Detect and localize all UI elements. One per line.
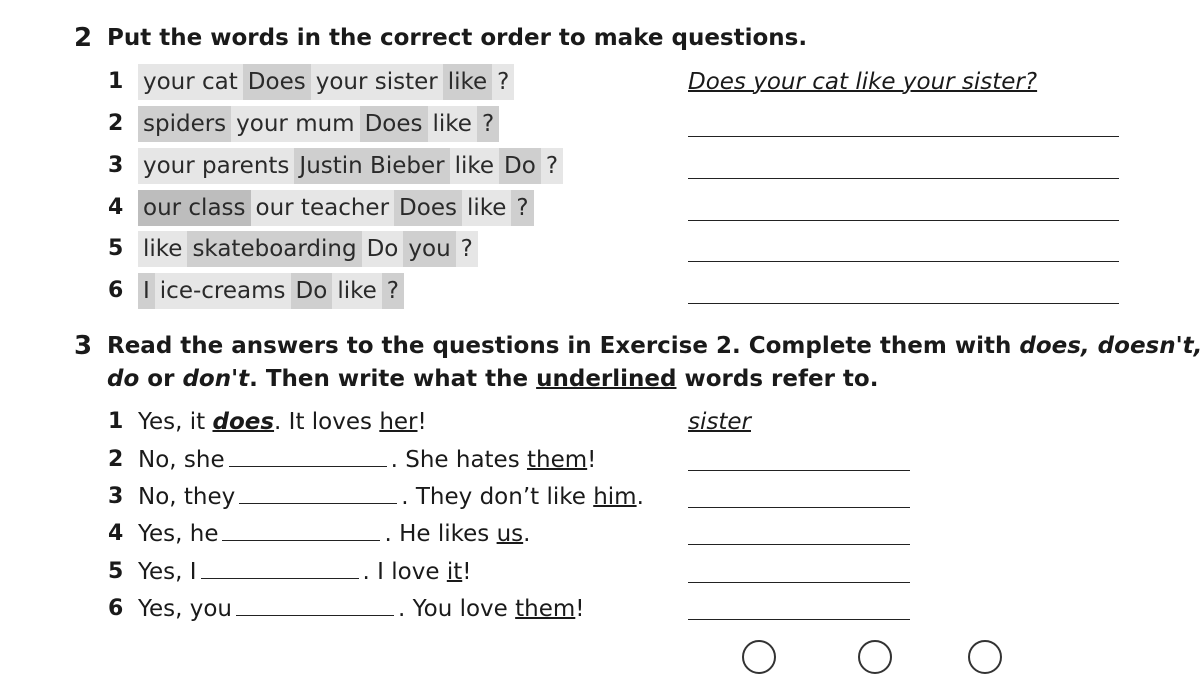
sentence-end: ! <box>575 596 585 622</box>
example-reference: sister <box>688 409 751 435</box>
question-row <box>0 271 1177 311</box>
word-chip[interactable]: Do <box>362 231 404 267</box>
word-chip[interactable]: you <box>403 231 455 267</box>
question-row <box>0 146 1177 186</box>
circle-icon <box>968 640 1002 674</box>
sentence-middle: . It loves <box>274 409 380 435</box>
answer-line[interactable] <box>688 178 1119 179</box>
word-chip[interactable]: Does <box>360 106 428 142</box>
instruction-text: or <box>139 366 183 392</box>
word-chip[interactable]: like <box>428 106 477 142</box>
word-chip[interactable]: Justin Bieber <box>294 148 449 184</box>
item-number: 1 <box>108 409 124 434</box>
instruction-text: Read the answers to the questions in Exercise 2. Complete them with <box>107 333 1020 359</box>
word-chip[interactable]: ? <box>382 273 404 309</box>
answer-sentence <box>138 442 596 478</box>
word-chip[interactable]: skateboarding <box>187 231 361 267</box>
item-number: 3 <box>108 484 124 509</box>
circle-icon <box>858 640 892 674</box>
word-chips <box>138 64 514 100</box>
sentence-middle: . He likes <box>384 521 497 547</box>
sentence-middle: . You love <box>398 596 516 622</box>
underlined-word: them <box>527 447 588 473</box>
sentence-start: Yes, you <box>138 596 233 622</box>
exercise-number: 3 <box>74 331 93 361</box>
circle-icon <box>742 640 776 674</box>
sentence-end: . <box>636 484 644 510</box>
item-number: 6 <box>108 596 124 621</box>
sentence-middle: . She hates <box>390 447 528 473</box>
word-chip[interactable]: our class <box>138 190 251 226</box>
instruction-underlined-word: underlined <box>536 366 677 392</box>
exercise-instruction <box>107 330 1202 396</box>
item-number: 3 <box>108 153 124 178</box>
sentence-start: No, they <box>138 484 236 510</box>
answer-line[interactable] <box>688 261 1119 262</box>
fill-in-blank[interactable] <box>236 615 394 616</box>
sentence-end: ! <box>417 409 427 435</box>
word-chips <box>138 231 478 267</box>
item-number: 1 <box>108 69 124 94</box>
answer-line[interactable] <box>688 136 1119 137</box>
word-chip[interactable]: our teacher <box>251 190 395 226</box>
word-chips <box>138 148 563 184</box>
answer-line[interactable] <box>688 220 1119 221</box>
item-number: 5 <box>108 236 124 261</box>
sentence-end: . <box>523 521 531 547</box>
instruction-keywords: does, doesn't, <box>1019 333 1202 359</box>
underlined-word: him <box>593 484 637 510</box>
sentence-start: Yes, he <box>138 521 219 547</box>
word-chip[interactable]: Do <box>499 148 541 184</box>
underlined-word: us <box>496 521 524 547</box>
word-chip[interactable]: like <box>450 148 499 184</box>
sentence-start: No, she <box>138 447 225 473</box>
item-number: 2 <box>108 447 124 472</box>
answer-row <box>0 516 1177 552</box>
item-number: 5 <box>108 559 124 584</box>
sentence-middle: . I love <box>362 559 447 585</box>
underlined-word: her <box>379 409 418 435</box>
word-chip[interactable]: like <box>462 190 511 226</box>
answer-row <box>0 554 1177 590</box>
word-chips <box>138 273 404 309</box>
question-row <box>0 229 1177 269</box>
answer-sentence <box>138 516 530 552</box>
word-chip[interactable]: ? <box>477 106 499 142</box>
word-chip[interactable]: your mum <box>231 106 359 142</box>
underlined-word: it <box>446 559 463 585</box>
bottom-decoration <box>0 640 1177 649</box>
word-chip[interactable]: your sister <box>311 64 443 100</box>
answer-sentence <box>138 479 644 515</box>
word-chip[interactable]: your cat <box>138 64 243 100</box>
word-chip[interactable]: ? <box>541 148 563 184</box>
fill-in-blank[interactable] <box>239 503 397 504</box>
answer-sentence <box>138 554 471 590</box>
question-row <box>0 188 1177 228</box>
word-chip[interactable]: ? <box>492 64 514 100</box>
word-chips <box>138 190 534 226</box>
fill-in-blank[interactable] <box>222 540 380 541</box>
item-number: 4 <box>108 195 124 220</box>
answer-line[interactable] <box>688 303 1119 304</box>
exercise-instruction: Put the words in the correct order to make questions. <box>107 25 808 51</box>
item-number: 2 <box>108 111 124 136</box>
reference-answer-line[interactable] <box>688 507 910 508</box>
word-chip[interactable]: I <box>138 273 155 309</box>
reference-answer-line[interactable] <box>688 619 910 620</box>
instruction-text: . Then write what the <box>249 366 537 392</box>
fill-in-blank[interactable] <box>229 466 387 467</box>
answer-sentence <box>138 591 585 627</box>
sentence-start: Yes, it <box>138 409 213 435</box>
word-chip[interactable]: your parents <box>138 148 294 184</box>
answer-row <box>0 404 1177 440</box>
instruction-keyword-dont: don't <box>182 366 250 392</box>
question-row <box>0 104 1177 144</box>
fill-in-blank[interactable] <box>201 578 359 579</box>
word-chip[interactable]: ice-creams <box>155 273 291 309</box>
question-row <box>0 62 1177 102</box>
reference-answer-line[interactable] <box>688 544 910 545</box>
underlined-word: them <box>515 596 576 622</box>
instruction-text: words refer to. <box>676 366 879 392</box>
word-chip[interactable]: ? <box>456 231 478 267</box>
answer-sentence <box>138 404 427 440</box>
word-chips <box>138 106 499 142</box>
item-number: 6 <box>108 278 124 303</box>
example-fill: does <box>212 409 275 435</box>
answer-row <box>0 591 1177 627</box>
sentence-middle: . They don’t like <box>401 484 594 510</box>
instruction-keyword-do: do <box>107 366 140 392</box>
sentence-start: Yes, I <box>138 559 197 585</box>
example-answer: Does your cat like your sister? <box>688 69 1038 95</box>
word-chip[interactable]: ? <box>511 190 533 226</box>
sentence-end: ! <box>587 447 597 473</box>
word-chip[interactable]: Do <box>291 273 333 309</box>
word-chip[interactable]: Does <box>243 64 311 100</box>
answer-row <box>0 479 1177 515</box>
word-chip[interactable]: like <box>138 231 187 267</box>
exercise-number: 2 <box>74 23 93 53</box>
answer-row <box>0 442 1177 478</box>
reference-answer-line[interactable] <box>688 582 910 583</box>
sentence-end: ! <box>462 559 472 585</box>
item-number: 4 <box>108 521 124 546</box>
reference-answer-line[interactable] <box>688 470 910 471</box>
word-chip[interactable]: spiders <box>138 106 231 142</box>
word-chip[interactable]: like <box>443 64 492 100</box>
word-chip[interactable]: like <box>332 273 381 309</box>
word-chip[interactable]: Does <box>394 190 462 226</box>
